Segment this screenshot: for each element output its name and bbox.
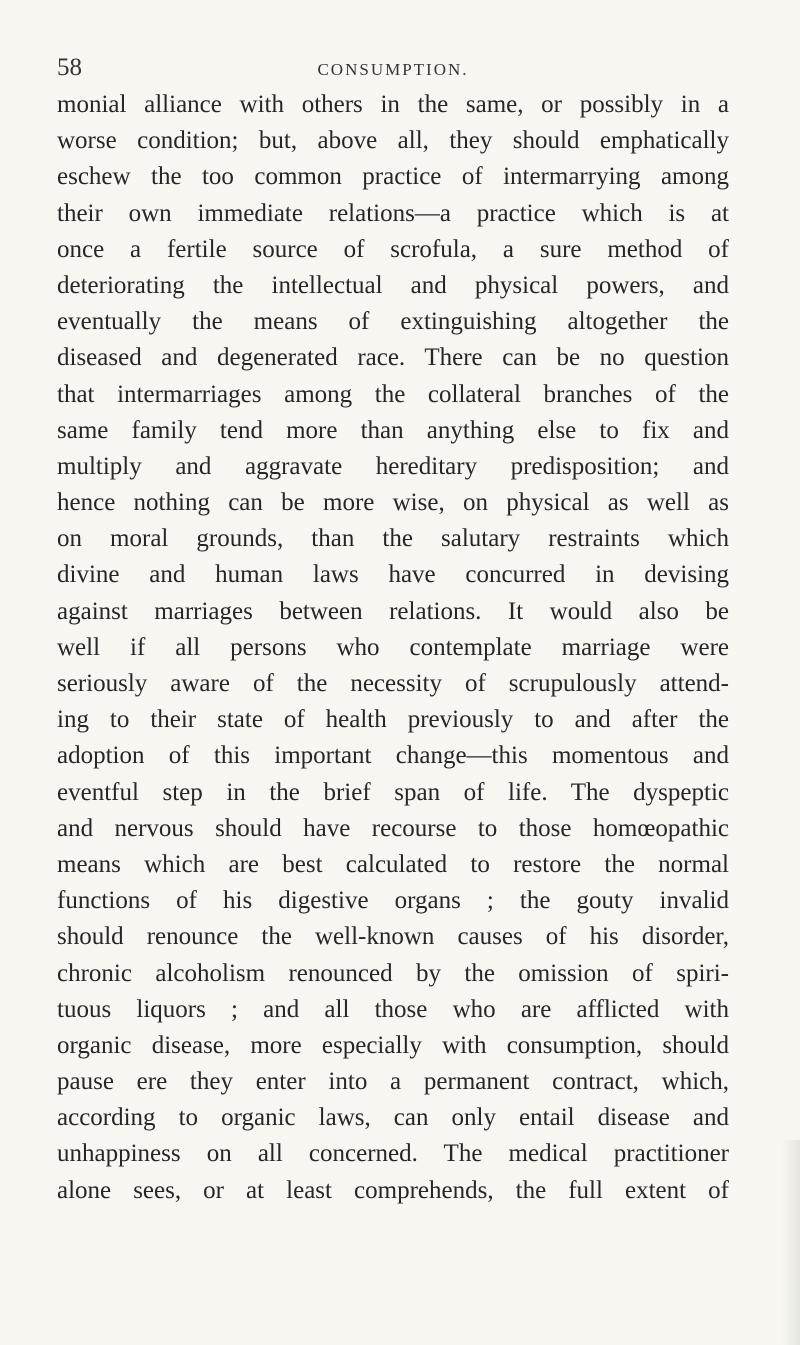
page-header [57, 52, 729, 84]
text-line: organic disease, more especially with consumption, should [57, 1031, 729, 1059]
text-line: tuous liquors ; and all those who are afflicted with [57, 995, 729, 1023]
text-line: worse condition; but, above all, they should emphatically [57, 127, 729, 155]
text-line: seriously aware of the necessity of scrupulously attend- [57, 670, 729, 697]
text-line: unhappiness on all concerned. The medical practitioner [57, 1140, 729, 1168]
text-line: monial alliance with others in the same, or possibly in a [57, 91, 729, 118]
text-line: pause ere they enter into a permanent contract, which, [57, 1068, 729, 1096]
text-line: that intermarriages among the collateral branches of the [57, 380, 729, 408]
text-line: once a fertile source of scrofula, a sure method of [57, 235, 729, 263]
text-line: eventful step in the brief span of life. The dyspeptic [57, 778, 729, 806]
text-line: their own immediate relations—a practice which is at [57, 199, 729, 227]
page-number: 58 [57, 54, 82, 81]
text-line: well if all persons who contemplate marriage were [57, 633, 729, 661]
text-line: eventually the means of extinguishing altogether the [57, 308, 729, 336]
text-line: alone sees, or at least comprehends, the full extent of [57, 1176, 729, 1204]
text-line: against marriages between relations. It would also be [57, 597, 729, 625]
text-line: ing to their state of health previously to and after the [57, 706, 729, 734]
text-line: eschew the too common practice of intermarrying among [57, 163, 729, 191]
text-line: functions of his digestive organs ; the gouty invalid [57, 887, 729, 915]
text-line: chronic alcoholism renounced by the omission of spiri- [57, 959, 729, 987]
text-line: multiply and aggravate hereditary predisposition; and [57, 452, 729, 480]
text-line: means which are best calculated to restore the normal [57, 850, 729, 878]
text-line: should renounce the well-known causes of his disorder, [57, 923, 729, 951]
text-line: hence nothing can be more wise, on physical as well as [57, 489, 729, 517]
page-edge-shadow [782, 1140, 800, 1345]
body-text [57, 87, 729, 1209]
text-line: on moral grounds, than the salutary restraints which [57, 525, 729, 553]
text-line: divine and human laws have concurred in devising [57, 561, 729, 589]
text-line: deteriorating the intellectual and physical powers, and [57, 271, 729, 299]
running-head: CONSUMPTION. [317, 60, 469, 79]
text-line: and nervous should have recourse to those homœopathic [57, 814, 729, 842]
text-line: same family tend more than anything else to fix and [57, 416, 729, 444]
text-line: adoption of this important change—this momentous and [57, 742, 729, 770]
text-line: diseased and degenerated race. There can be no question [57, 344, 729, 372]
text-line: according to organic laws, can only entail disease and [57, 1104, 729, 1132]
